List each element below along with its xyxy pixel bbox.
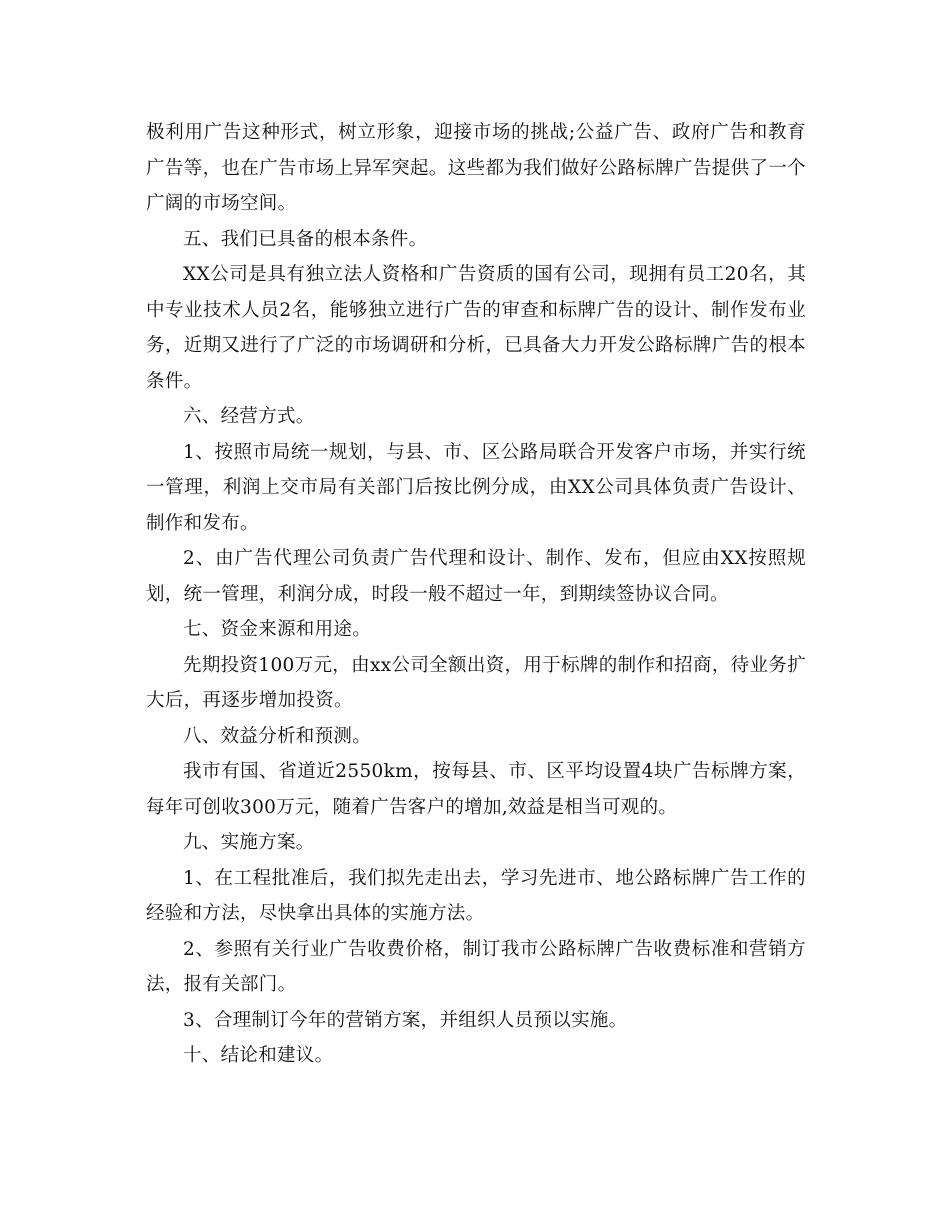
paragraph-company-conditions: XX公司是具有独立法人资格和广告资质的国有公司，现拥有员工20名，其中专业技术人员2名，能够独立进行广告的审查和标牌广告的设计、制作发布业务，近期又进行了广泛的市场调研和分析，已具备大力开发公路标牌广告的根本条件。 — [146, 264, 806, 392]
paragraph-operation-2: 2、由广告代理公司负责广告代理和设计、制作、发布，但应由XX按照规划，统一管理，利润分成，时段一般不超过一年，到期续签协议合同。 — [146, 548, 806, 605]
section-heading-6: 六、经营方式。 — [183, 406, 315, 427]
section-heading-9: 九、实施方案。 — [183, 832, 315, 853]
paragraph-operation-1: 1、按照市局统一规划，与县、市、区公路局联合开发客户市场，并实行统一管理，利润上交市局有关部门后按比例分成，由XX公司具体负责广告设计、制作和发布。 — [146, 441, 806, 534]
paragraph-benefit-analysis: 我市有国、省道近2550km，按每县、市、区平均设置4块广告标牌方案，每年可创收300万元，随着广告客户的增加,效益是相当可观的。 — [146, 761, 806, 818]
paragraph-plan-3: 3、合理制订今年的营销方案，并组织人员预以实施。 — [183, 1009, 628, 1031]
paragraph-plan-1: 1、在工程批准后，我们拟先走出去，学习先进市、地公路标牌广告工作的经验和方法，尽快拿出具体的实施方法。 — [146, 867, 806, 924]
paragraph-plan-2: 2、参照有关行业广告收费价格，制订我市公路标牌广告收费标准和营销方法，报有关部门。 — [146, 938, 806, 995]
document-body — [146, 115, 806, 1074]
section-heading-5: 五、我们已具备的根本条件。 — [183, 228, 428, 250]
section-heading-10: 十、结论和建议。 — [183, 1045, 334, 1066]
paragraph-continuation: 极利用广告这种形式，树立形象，迎接市场的挑战;公益广告、政府广告和教育广告等，也在广告市场上异军突起。这些都为我们做好公路标牌广告提供了一个广阔的市场空间。 — [146, 122, 806, 214]
section-heading-7: 七、资金来源和用途。 — [183, 619, 372, 640]
paragraph-funding: 先期投资100万元，由xx公司全额出资，用于标牌的制作和招商，待业务扩大后，再逐步增加投资。 — [146, 654, 806, 711]
section-heading-8: 八、效益分析和预测。 — [183, 725, 372, 747]
